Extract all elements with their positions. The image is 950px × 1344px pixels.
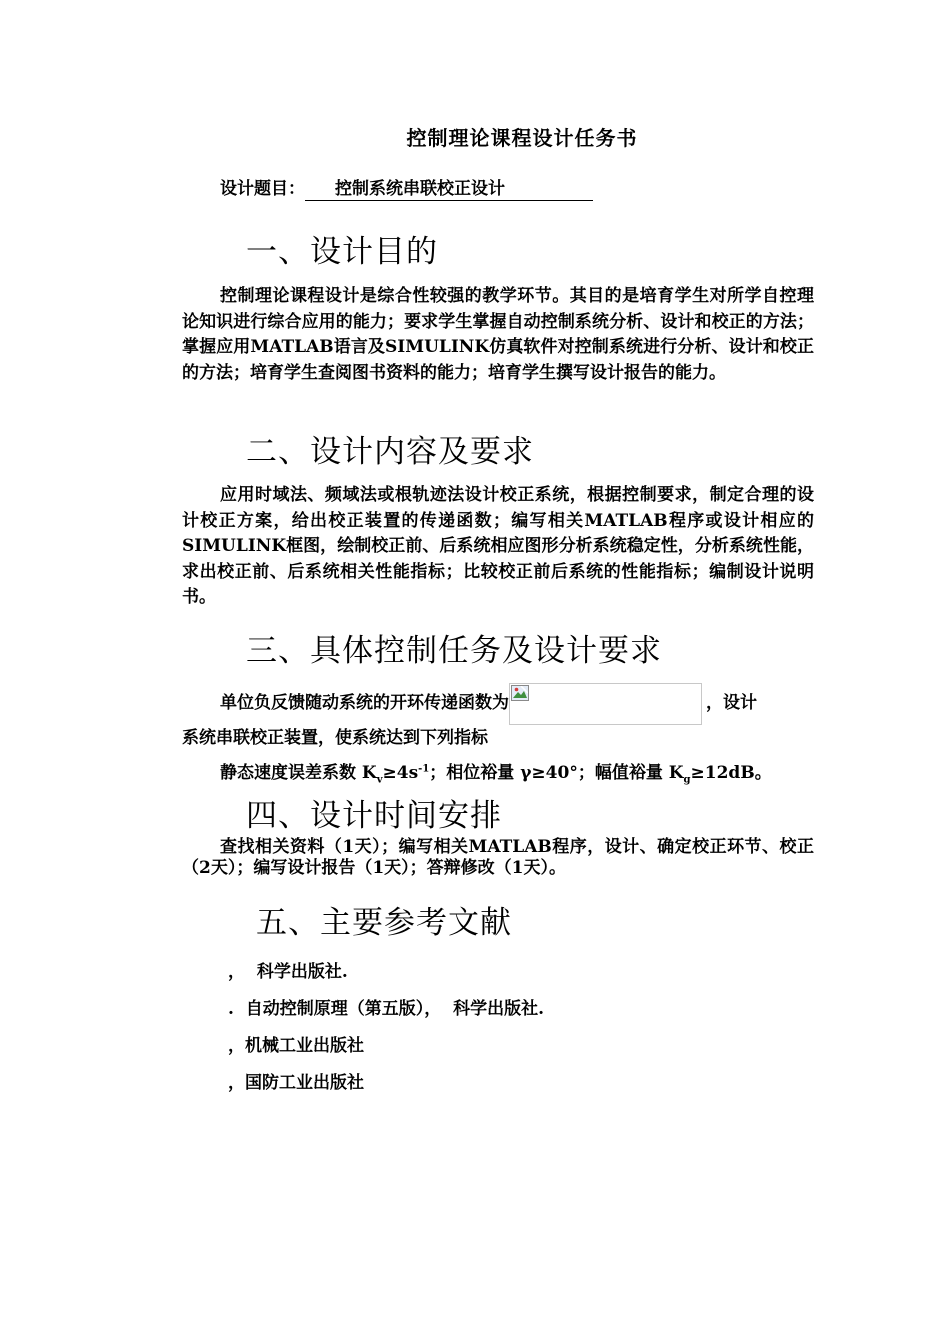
formula-line xyxy=(182,681,814,725)
broken-image-icon xyxy=(511,685,529,701)
section-paragraph-content: 应用时域法、频域法或根轨迹法设计校正系统，根据控制要求，制定合理的设计校正方案，给出校正装置的传递函数；编写相关MATLAB程序或设计相应的SIMULINK框图，绘制校正前、后系统相应图形分析系统稳定性，分析系统性能，求出校正前、后系统相关性能指标；比较校正前后系统的性能指标；编制设计说明书。 xyxy=(182,485,814,607)
section-paragraph-schedule: 查找相关资料（1天）；编写相关MATLAB程序，设计、确定校正环节、校正（2天）；编写设计报告（1天）；答辩修改（1天）。 xyxy=(182,837,814,878)
section-heading-schedule: 四、设计时间安排 xyxy=(246,798,502,834)
document-title: 控制理论课程设计任务书 xyxy=(406,126,638,150)
design-topic-label: 设计题目： xyxy=(220,179,305,199)
kv-value: ≥4s xyxy=(382,763,419,783)
transfer-function-image xyxy=(509,683,702,725)
section-heading-task: 三、具体控制任务及设计要求 xyxy=(246,633,662,669)
performance-spec xyxy=(220,758,772,785)
kv-subscript: v xyxy=(376,774,383,786)
section-heading-content: 二、设计内容及要求 xyxy=(246,434,534,470)
kg-subscript: g xyxy=(683,774,691,786)
section-heading-purpose: 一、设计目的 xyxy=(246,234,438,270)
formula-intro: 单位负反馈随动系统的开环传递函数为 xyxy=(220,693,509,713)
design-topic xyxy=(220,174,593,201)
kv-superscript: -1 xyxy=(418,763,430,775)
reference-item: ， 科学出版社. xyxy=(228,962,348,982)
formula-continuation: 系统串联校正装置，使系统达到下列指标 xyxy=(182,728,488,748)
phase-margin-text: ；相位裕量 γ≥40°；幅值裕量 K xyxy=(429,763,684,783)
kv-label: 静态速度误差系数 K xyxy=(220,763,377,783)
kg-value: ≥12dB。 xyxy=(690,763,772,783)
section-paragraph-purpose: 控制理论课程设计是综合性较强的教学环节。其目的是培育学生对所学自控理论知识进行综合应用的能力；要求学生掌握自动控制系统分析、设计和校正的方法；掌握应用MATLAB语言及SIMULINK仿真软件对控制系统进行分析、设计和校正的方法；培育学生查阅图书资料的能力；培育学生撰写设计报告的能力。 xyxy=(182,286,814,383)
section-heading-references: 五、主要参考文献 xyxy=(256,905,512,941)
reference-item: . 自动控制原理（第五版）， 科学出版社. xyxy=(228,999,545,1019)
design-topic-value: 控制系统串联校正设计 xyxy=(305,179,593,201)
reference-item: ，机械工业出版社 xyxy=(228,1036,364,1056)
formula-after: ，设计 xyxy=(706,693,757,713)
reference-item: ，国防工业出版社 xyxy=(228,1073,364,1093)
